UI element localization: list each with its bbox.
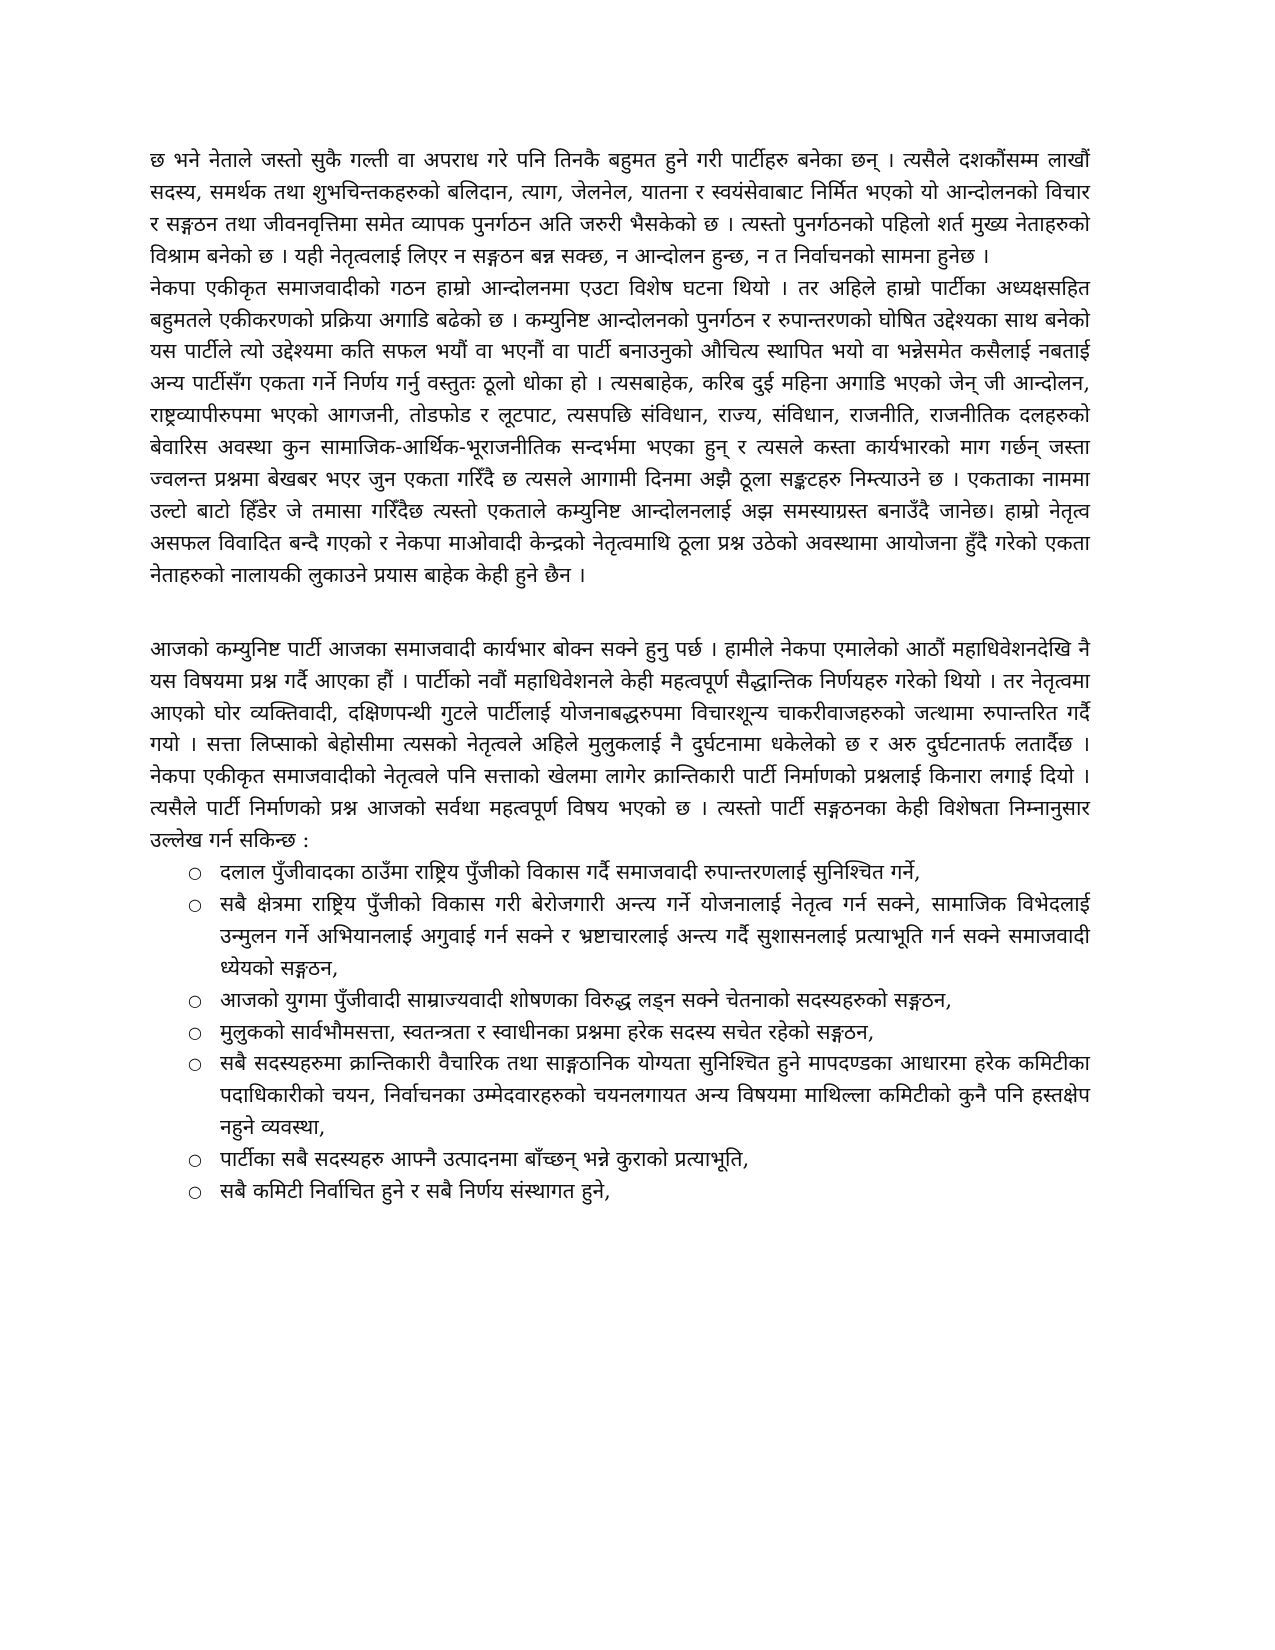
list-item (188, 1144, 1090, 1176)
list-item (188, 1017, 1090, 1049)
paragraph-2: नेकपा एकीकृत समाजवादीको गठन हाम्रो आन्दोलनमा एउटा विशेष घटना थियो । तर अहिले हाम्रो पार्टीका अध्यक्षसहित बहुमतले एकीकरणको प्रक्रिया अगाडि बढेको छ । कम्युनिष्ट आन्दोलनको पुनर्गठन र रुपान्तरणको घोषित उद्देश्यका साथ बनेको यस पार्टीले त्यो उद्देश्यमा कति सफल भयौं वा भएनौं वा पार्टी बनाउनुको औचित्य स्थापित भयो वा भन्नेसमेत कसैलाई नबताई अन्य पार्टीसँग एकता गर्ने निर्णय गर्नु वस्तुतः ठूलो धोका हो । त्यसबाहेक, करिब दुई महिना अगाडि भएको जेन् जी आन्दोलन, राष्ट्रव्यापीरुपमा भएको आगजनी, तोडफोड र लूटपाट, त्यसपछि संविधान, राज्य, संविधान, राजनीति, राजनीतिक दलहरुको बेवारिस अवस्था कुन सामाजिक-आर्थिक-भूराजनीतिक सन्दर्भमा भएका हुन् र त्यसले कस्ता कार्यभारको माग गर्छन् जस्ता ज्वलन्त प्रश्नमा बेखबर भएर जुन एकता गरिँदै छ त्यसले आगामी दिनमा अझै ठूला सङ्कटहरु निम्त्याउने छ । एकताका नाममा उल्टो बाटो हिँडेर जे तमासा गरिँदैछ त्यस्तो एकताले कम्युनिष्ट आन्दोलनलाई अझ समस्याग्रस्त बनाउँदै जानेछ। हाम्रो नेतृत्व असफल विवादित बन्दै गएको र नेकपा माओवादी केन्द्रको नेतृत्वमाथि ठूला प्रश्न उठेको अवस्थामा आयोजना हुँदै गरेको एकता नेताहरुको नालायकी लुकाउने प्रयास बाहेक केही हुने छैन । (150, 275, 1090, 587)
list-item (188, 985, 1090, 1017)
list-item-text: आजको युगमा पुँजीवादी साम्राज्यवादी शोषणका विरुद्ध लड्न सक्ने चेतनाको सदस्यहरुको सङ्गठन, (220, 987, 953, 1012)
list-item-text: दलाल पुँजीवादका ठाउँमा राष्ट्रिय पुँजीको विकास गर्दै समाजवादी रुपान्तरणलाई सुनिश्चित गर्ने, (220, 860, 921, 885)
circle-bullet-icon: ○ (188, 863, 202, 883)
list-item-text: सबै क्षेत्रमा राष्ट्रिय पुँजीको विकास गरी बेरोजगारी अन्त्य गर्ने योजनालाई नेतृत्व गर्न सक्ने, सामाजिक विभेदलाई उन्मुलन गर्ने अभियानलाई अगुवाई गर्न सक्ने र भ्रष्टाचारलाई अन्त्य गर्दै सुशासनलाई प्रत्याभूति गर्न सक्ने समाजवादी ध्येयको सङ्गठन, (220, 891, 1090, 980)
list-item-text: मुलुकको सार्वभौमसत्ता, स्वतन्त्रता र स्वाधीनका प्रश्नमा हरेक सदस्य सचेत रहेको सङ्गठन, (220, 1019, 875, 1044)
list-item (188, 857, 1090, 889)
circle-bullet-icon: ○ (188, 894, 202, 914)
list-item (188, 889, 1090, 985)
list-item-text: सबै कमिटी निर्वाचित हुने र सबै निर्णय संस्थागत हुने, (220, 1179, 611, 1204)
circle-bullet-icon: ○ (188, 1150, 202, 1170)
paragraph-1: छ भने नेताले जस्तो सुकै गल्ती वा अपराध गरे पनि तिनकै बहुमत हुने गरी पार्टीहरु बनेका छन् । त्यसैले दशकौंसम्म लाखौं सदस्य, समर्थक तथा शुभचिन्तकहरुको बलिदान, त्याग, जेलनेल, यातना र स्वयंसेवाबाट निर्मित भएको यो आन्दोलनको विचार र सङ्गठन तथा जीवनवृत्तिमा समेत व्यापक पुनर्गठन अति जरुरी भैसकेको छ । त्यस्तो पुनर्गठनको पहिलो शर्त मुख्य नेताहरुको विश्राम बनेको छ । यही नेतृत्वलाई लिएर न सङ्गठन बन्न सक्छ, न आन्दोलन हुन्छ, न त निर्वाचनको सामना हुनेछ । (150, 148, 1090, 268)
paragraph-gap (150, 592, 1090, 634)
circle-bullet-icon: ○ (188, 1054, 202, 1074)
list-item (188, 1048, 1090, 1144)
list-item-text: पार्टीका सबै सदस्यहरु आफ्नै उत्पादनमा बाँच्छन् भन्ने कुराको प्रत्याभूति, (220, 1147, 750, 1172)
list-item-text: सबै सदस्यहरुमा क्रान्तिकारी वैचारिक तथा साङ्गठानिक योग्यता सुनिश्चित हुने मापदण्डका आधारमा हरेक कमिटीका पदाधिकारीको चयन, निर्वाचनका उम्मेदवारहरुको चयनलगायत अन्य विषयमा माथिल्ला कमिटीको कुनै पनि हस्तक्षेप नहुने व्यवस्था, (220, 1051, 1090, 1140)
document-page (150, 145, 1090, 1208)
circle-bullet-icon: ○ (188, 990, 202, 1010)
circle-bullet-icon: ○ (188, 1182, 202, 1202)
paragraph-3: आजको कम्युनिष्ट पार्टी आजका समाजवादी कार्यभार बोक्न सक्ने हुनु पर्छ । हामीले नेकपा एमालेको आठौं महाधिवेशनदेखि नै यस विषयमा प्रश्न गर्दै आएका हौं । पार्टीको नवौं महाधिवेशनले केही महत्वपूर्ण सैद्धान्तिक निर्णयहरु गरेको थियो । तर नेतृत्वमा आएको घोर व्यक्तिवादी, दक्षिणपन्थी गुटले पार्टीलाई योजनाबद्धरुपमा विचारशून्य चाकरीवाजहरुको जत्थामा रुपान्तरित गर्दै गयो । सत्ता लिप्साको बेहोसीमा त्यसको नेतृत्वले अहिले मुलुकलाई नै दुर्घटनामा धकेलेको छ र अरु दुर्घटनातर्फ लतार्दैछ । नेकपा एकीकृत समाजवादीको नेतृत्वले पनि सत्ताको खेलमा लागेर क्रान्तिकारी पार्टी निर्माणको प्रश्नलाई किनारा लगाई दियो । त्यसैले पार्टी निर्माणको प्रश्न आजको सर्वथा महत्वपूर्ण विषय भएको छ । त्यस्तो पार्टी सङ्गठनका केही विशेषता निम्नानुसार उल्लेख गर्न सकिन्छ : (150, 636, 1090, 853)
circle-bullet-icon: ○ (188, 1022, 202, 1042)
bullet-list (150, 857, 1090, 1208)
list-item (188, 1176, 1090, 1208)
